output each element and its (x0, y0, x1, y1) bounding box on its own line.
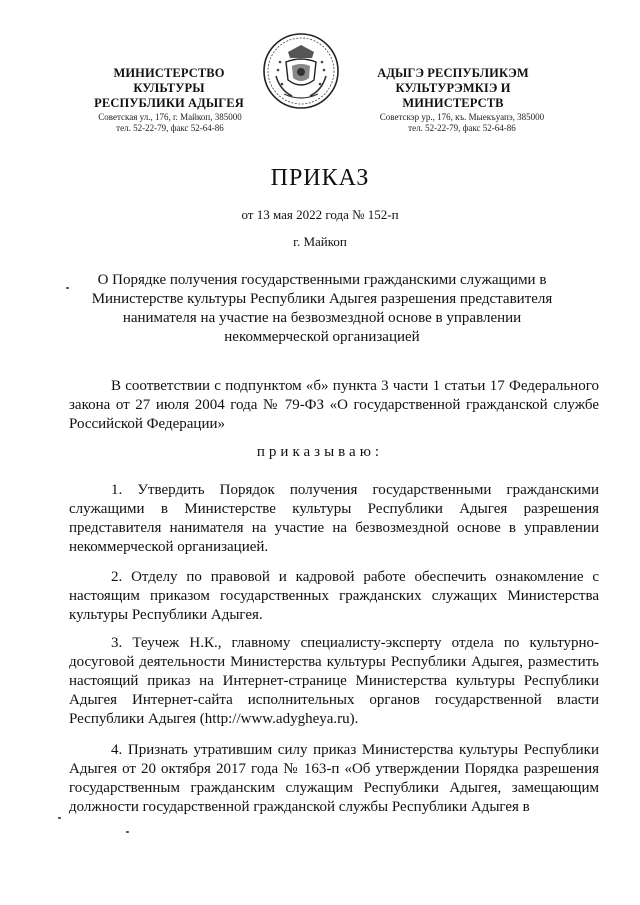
order-city: г. Майкоп (293, 234, 347, 249)
scan-speck (58, 817, 61, 819)
order-item-1: 1. Утвердить Порядок получения государственными гражданскими служащими в Министерстве культуры Республики Адыгея разрешения представителя нанимателя на участие на безвозмездной основе в управлении некоммерческой организацией. (69, 482, 599, 555)
scan-speck (66, 287, 69, 289)
coat-of-arms-icon (262, 32, 340, 110)
ministry-name-russian (78, 66, 260, 111)
address-line: Советская ул., 176, г. Майкоп, 385000 (98, 112, 242, 122)
order-item-4: 4. Признать утратившим силу приказ Министерства культуры Республики Адыгея от 20 октября 2017 года № 163-п «Об утверждении Порядка разрешения государственным гражданским служащим Республики Адыгея, замещающим должности государственной гражданской службы Республики Адыгея в (69, 742, 599, 815)
ministry-name-line1: АДЫГЭ РЕСПУБЛИКЭМ (377, 66, 529, 80)
ministry-name-line1: МИНИСТЕРСТВО КУЛЬТУРЫ (113, 66, 225, 95)
order-subject: О Порядке получения государственными гражданскими служащими в Министерстве культуры Республики Адыгея разрешения представителя нанимателя на участие на безвозмездной основе в управлении некоммерческой организацией (91, 272, 553, 345)
scan-speck (126, 831, 129, 833)
legal-basis-paragraph: В соответствии с подпунктом «б» пункта 3 части 1 статьи 17 Федерального закона от 27 июля 2004 года № 79-ФЗ «О государственной гражданской службе Российской Федерации» (69, 378, 599, 432)
phone-line: тел. 52-22-79, факс 52-64-86 (116, 123, 224, 133)
ministry-address-adyghe (362, 112, 562, 134)
order-date-number: от 13 мая 2022 года № 152-п (241, 207, 399, 222)
ministry-name-line2: РЕСПУБЛИКИ АДЫГЕЯ (94, 96, 244, 110)
phone-line: тел. 52-22-79, факс 52-64-86 (408, 123, 516, 133)
order-item-2: 2. Отделу по правовой и кадровой работе обеспечить ознакомление с настоящим приказом государственных гражданских служащих Министерства культуры Республики Адыгея. (69, 569, 599, 623)
ministry-name-line2: КУЛЬТУРЭМКIЭ И МИНИСТЕРСТВ (395, 81, 511, 110)
order-item-3: 3. Теучеж Н.К., главному специалисту-эксперту отдела по культурно-досуговой деятельности Министерства культуры Республики Адыгея, разместить настоящий приказ на Интернет-странице Министерства культуры Республики Адыгея Интернет-сайта исполнительных органов государственной власти Республики Адыгея (http://www.adygheya.ru). (69, 635, 599, 727)
document-title: ПРИКАЗ (270, 165, 370, 191)
ministry-name-adyghe (348, 66, 558, 111)
ministry-address-russian (80, 112, 260, 134)
address-line: Советскэр ур., 176, къ. Мыекъуапэ, 385000 (379, 112, 545, 122)
order-word: приказываю: (256, 444, 384, 460)
